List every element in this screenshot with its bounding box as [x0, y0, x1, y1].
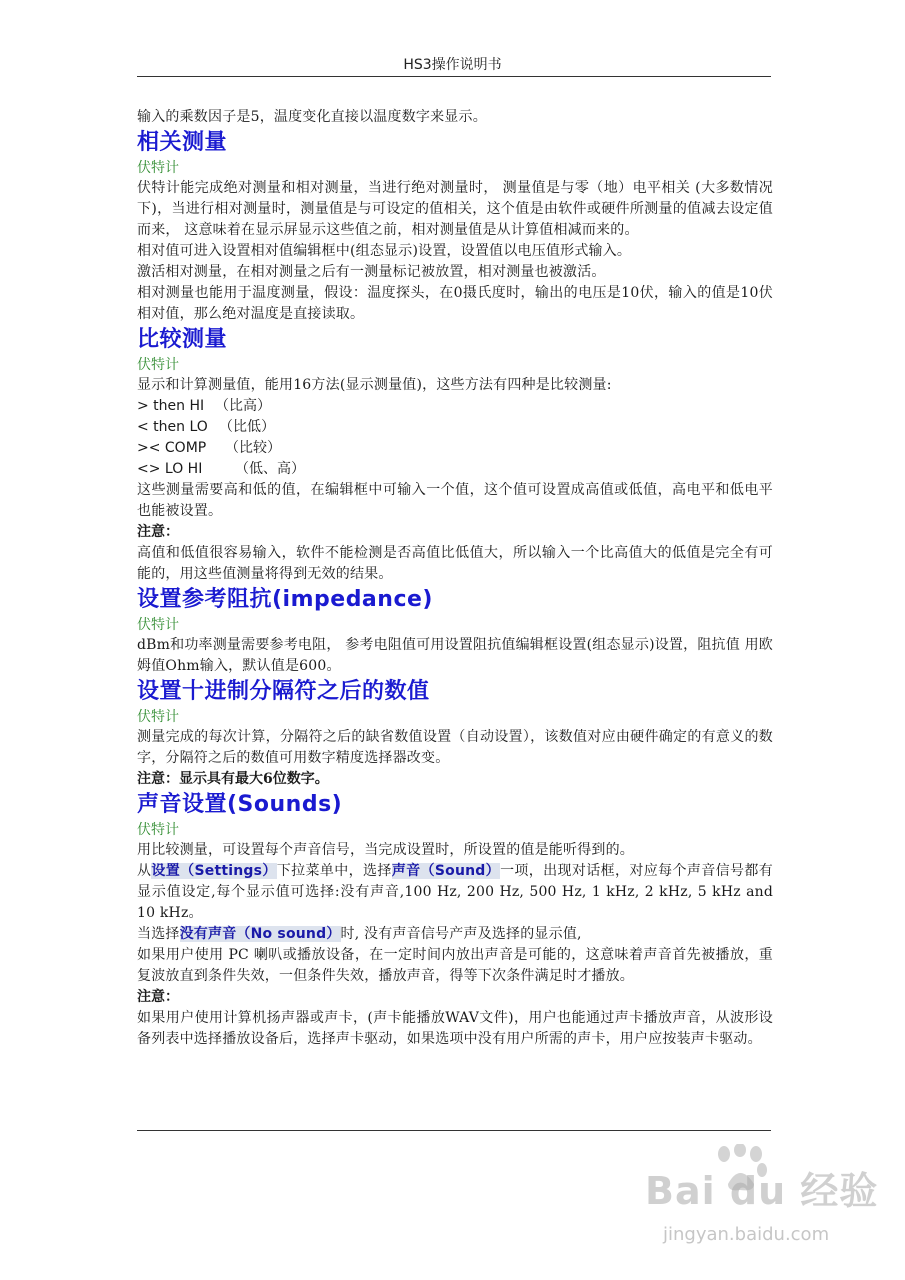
paragraph: 用比较测量，可设置每个声音信号，当完成设置时，所设置的值是能听得到的。: [137, 842, 634, 858]
compare-cmd: > then HI: [137, 398, 205, 414]
paragraph: 如果用户使用 PC 喇叭或播放设备，在一定时间内放出声音是可能的，这意味着声音首先被播放，重复波放直到条件失效，一但条件失效，播放声音，得等下次条件满足时才播放。: [137, 947, 773, 984]
compare-desc: （比较）: [225, 440, 281, 456]
paragraph: 如果用户使用计算机扬声器或声卡，(声卡能播放WAV文件)，用户也能通过声卡播放声音，从波形设备列表中选择播放设备后，选择声卡驱动，如果选项中没有用户所需的声卡，用户应按装声卡驱动。: [137, 1010, 773, 1047]
compare-desc: （低、高）: [235, 461, 305, 477]
menu-ref-sound: 声音（Sound）: [391, 863, 501, 879]
menu-ref-settings: 设置（Settings）: [151, 863, 277, 879]
watermark-brand: Bai du 经验: [645, 1169, 879, 1213]
note-max-digits: 注意：显示具有最大6位数字。: [137, 771, 329, 787]
heading-sounds: 声音设置(Sounds): [137, 792, 343, 817]
compare-cmd: >< COMP: [137, 440, 207, 456]
paragraph-settings-menu: 从设置（Settings）下拉菜单中，选择声音（Sound）一项，出现对话框，对应每个声音信号都有显示值设定,每个显示值可选择:没有声音,100 Hz, 200 Hz, 500 Hz, 1 kHz, 2 kHz, 5 kHz and 10 kHz。: [137, 863, 773, 921]
compare-cmd: <> LO HI: [137, 461, 203, 477]
footer-rule: [137, 1130, 771, 1131]
paragraph: 伏特计能完成绝对测量和相对测量，当进行绝对测量时， 测量值是与零（地）电平相关 (大多数情况下)，当进行相对测量时，测量值是与可设定的值相关，这个值是由软件或硬件所测量的值减去设定值而来， 这意味着在显示屏显示这些值之前，相对测量值是从计算值相减而来的。: [137, 180, 773, 238]
compare-cmd: < then LO: [137, 419, 208, 435]
compare-item: [137, 459, 773, 480]
paragraph: 激活相对测量，在相对测量之后有一测量标记被放置，相对测量也被激活。: [137, 264, 606, 280]
watermark-url: jingyan.baidu.com: [663, 1224, 830, 1245]
compare-desc: （比低）: [219, 419, 275, 435]
paragraph: dBm和功率测量需要参考电阻， 参考电阻值可用设置阻抗值编辑框设置(组态显示)设置，阻抗值 用欧姆值Ohm输入，默认值是600。: [137, 637, 773, 674]
baidu-jingyan-watermark: [645, 1142, 885, 1272]
paragraph: 高值和低值很容易输入，软件不能检测是否高值比低值大，所以输入一个比高值大的低值是完全有可能的，用这些值测量将得到无效的结果。: [137, 545, 773, 582]
option-ref-no-sound: 没有声音（No sound）: [179, 926, 341, 942]
subheading-voltmeter: 伏特计: [137, 160, 179, 176]
compare-item: [137, 417, 773, 438]
paragraph: 这些测量需要高和低的值，在编辑框中可输入一个值，这个值可设置成高值或低值，高电平和低电平也能被设置。: [137, 482, 773, 519]
header-rule: [137, 76, 771, 77]
subheading-voltmeter: 伏特计: [137, 357, 179, 373]
paragraph: 相对值可进入设置相对值编辑框中(组态显示)设置，设置值以电压值形式输入。: [137, 243, 632, 259]
subheading-voltmeter: 伏特计: [137, 709, 179, 725]
intro-paragraph: 输入的乘数因子是5，温度变化直接以温度数字来显示。: [137, 109, 487, 125]
compare-desc: （比高）: [215, 398, 271, 414]
document-body: [137, 107, 773, 1050]
paragraph: 测量完成的每次计算，分隔符之后的缺省数值设置（自动设置），该数值对应由硬件确定的有意义的数字，分隔符之后的数值可用数字精度选择器改变。: [137, 729, 773, 766]
note-label: 注意：: [137, 989, 179, 1005]
paragraph-no-sound: 当选择没有声音（No sound）时, 没有声音信号产声及选择的显示值,: [137, 926, 582, 942]
heading-compare-measurement: 比较测量: [137, 327, 228, 352]
compare-item: [137, 438, 773, 459]
page-header-title: HS3操作说明书: [403, 57, 502, 73]
subheading-voltmeter: 伏特计: [137, 617, 179, 633]
paragraph: 显示和计算测量值，能用16方法(显示测量值)，这些方法有四种是比较测量:: [137, 377, 612, 393]
heading-decimal-digits: 设置十进制分隔符之后的数值: [137, 679, 430, 704]
subheading-voltmeter: 伏特计: [137, 822, 179, 838]
paragraph: 相对测量也能用于温度测量，假设：温度探头，在0摄氏度时，输出的电压是10伏，输入的值是10伏相对值，那么绝对温度是直接读取。: [137, 285, 773, 322]
heading-relative-measurement: 相关测量: [137, 130, 228, 155]
note-label: 注意：: [137, 524, 179, 540]
heading-reference-impedance: 设置参考阻抗(impedance): [137, 587, 433, 612]
compare-item: [137, 396, 773, 417]
